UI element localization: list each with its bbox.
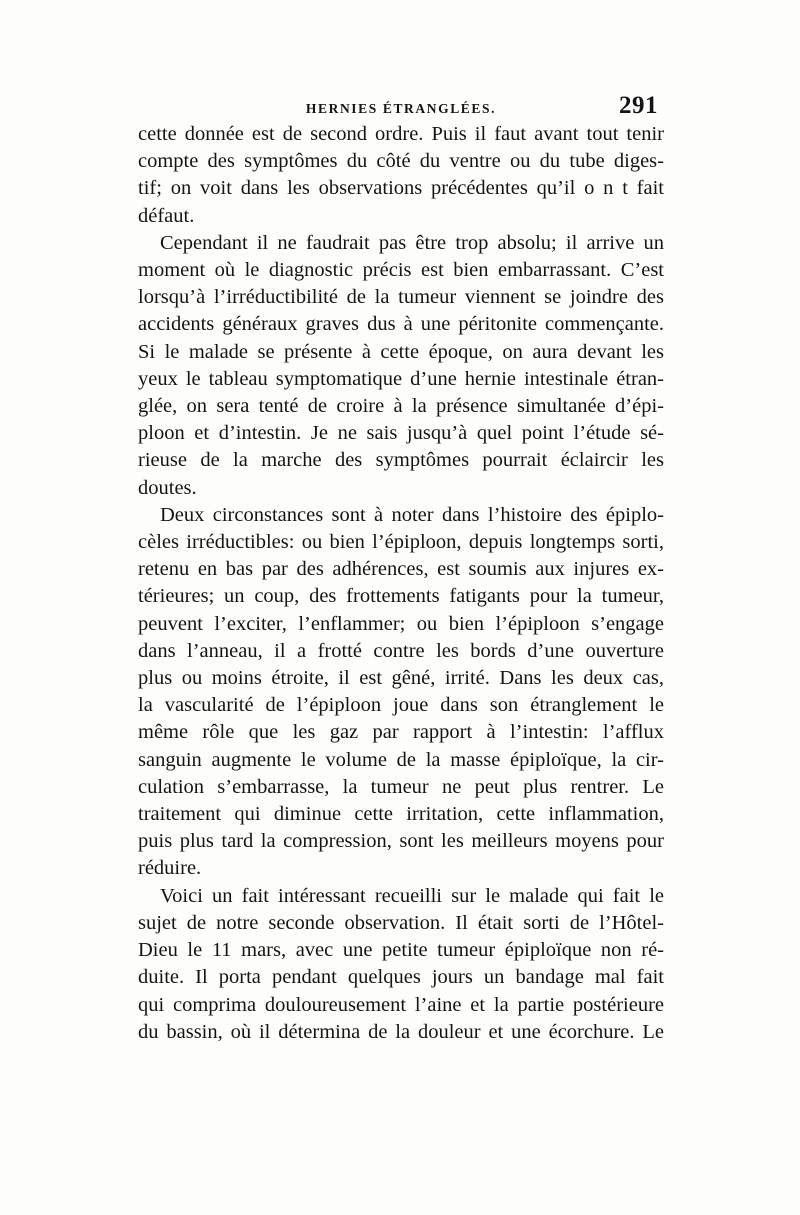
text-line: compte des symptômes du côté du ventre ou du tube diges- <box>138 150 664 173</box>
text-line: Dieu le 11 mars, avec une petite tumeur épiploïque non ré- <box>138 939 664 962</box>
paragraph-2 <box>138 230 664 502</box>
text-line: térieures; un coup, des frottements fatigants pour la tumeur, <box>138 585 664 608</box>
text-line: doutes. <box>138 476 197 499</box>
text-line: dans l’anneau, il a frotté contre les bords d’une ouverture <box>138 639 664 662</box>
text-line: moment où le diagnostic précis est bien embarrassant. C’est <box>138 259 664 282</box>
paragraph-4 <box>138 883 664 1046</box>
text-line: défaut. <box>138 204 195 227</box>
text-line: Cependant il ne faudrait pas être trop absolu; il arrive un <box>160 231 664 254</box>
text-line: la vascularité de l’épiploon joue dans son étranglement le <box>138 694 664 717</box>
text-line: retenu en bas par des adhérences, est soumis aux injures ex- <box>138 558 664 581</box>
text-line: traitement qui diminue cette irritation, cette inflammation, <box>138 803 664 826</box>
text-line: plus ou moins étroite, il est gêné, irrité. Dans les deux cas, <box>138 667 664 690</box>
text-line: cèles irréductibles: ou bien l’épiploon, depuis longtemps sorti, <box>138 531 664 554</box>
text-line: puis plus tard la compression, sont les meilleurs moyens pour <box>138 830 664 853</box>
text-line: duite. Il porta pendant quelques jours un bandage mal fait <box>138 966 664 989</box>
text-line: tif; on voit dans les observations précédentes qu’il o n t fait <box>138 177 664 200</box>
text-line: culation s’embarrasse, la tumeur ne peut plus rentrer. Le <box>138 775 664 798</box>
text-line: du bassin, où il détermina de la douleur et une écorchure. Le <box>138 1020 664 1043</box>
running-title: HERNIES ÉTRANGLÉES. <box>305 101 497 116</box>
text-line: cette donnée est de second ordre. Puis il faut avant tout tenir <box>138 123 664 145</box>
text-line: même rôle que les gaz par rapport à l’intestin: l’afflux <box>138 721 664 744</box>
text-line: qui comprima douloureusement l’aine et la partie postérieure <box>138 993 664 1016</box>
running-head <box>138 92 664 122</box>
text-line: Si le malade se présente à cette époque, on aura devant les <box>138 340 664 363</box>
text-line: peuvent l’exciter, l’enflammer; ou bien l’épiploon s’engage <box>138 612 664 635</box>
text-line: réduire. <box>138 857 202 880</box>
text-line: lorsqu’à l’irréductibilité de la tumeur viennent se joindre des <box>138 286 664 309</box>
text-line: sanguin augmente le volume de la masse épiploïque, la cir- <box>138 748 664 771</box>
body-text <box>138 121 664 1046</box>
text-line: accidents généraux graves dus à une péritonite commençante. <box>138 313 664 336</box>
text-line: glée, on sera tenté de croire à la présence simultanée d’épi- <box>138 395 664 418</box>
text-line: Deux circonstances sont à noter dans l’histoire des épiplo- <box>160 503 664 526</box>
text-line: yeux le tableau symptomatique d’une hernie intestinale étran- <box>138 367 664 390</box>
paragraph-3 <box>138 502 664 883</box>
page-number: 291 <box>619 92 658 119</box>
text-line: rieuse de la marche des symptômes pourrait éclaircir les <box>138 449 664 472</box>
text-line: sujet de notre seconde observation. Il était sorti de l’Hôtel- <box>138 911 664 934</box>
text-line: ploon et d’intestin. Je ne sais jusqu’à quel point l’étude sé- <box>138 422 664 445</box>
text-line: Voici un fait intéressant recueilli sur le malade qui fait le <box>160 884 664 907</box>
paragraph-1 <box>138 121 664 230</box>
